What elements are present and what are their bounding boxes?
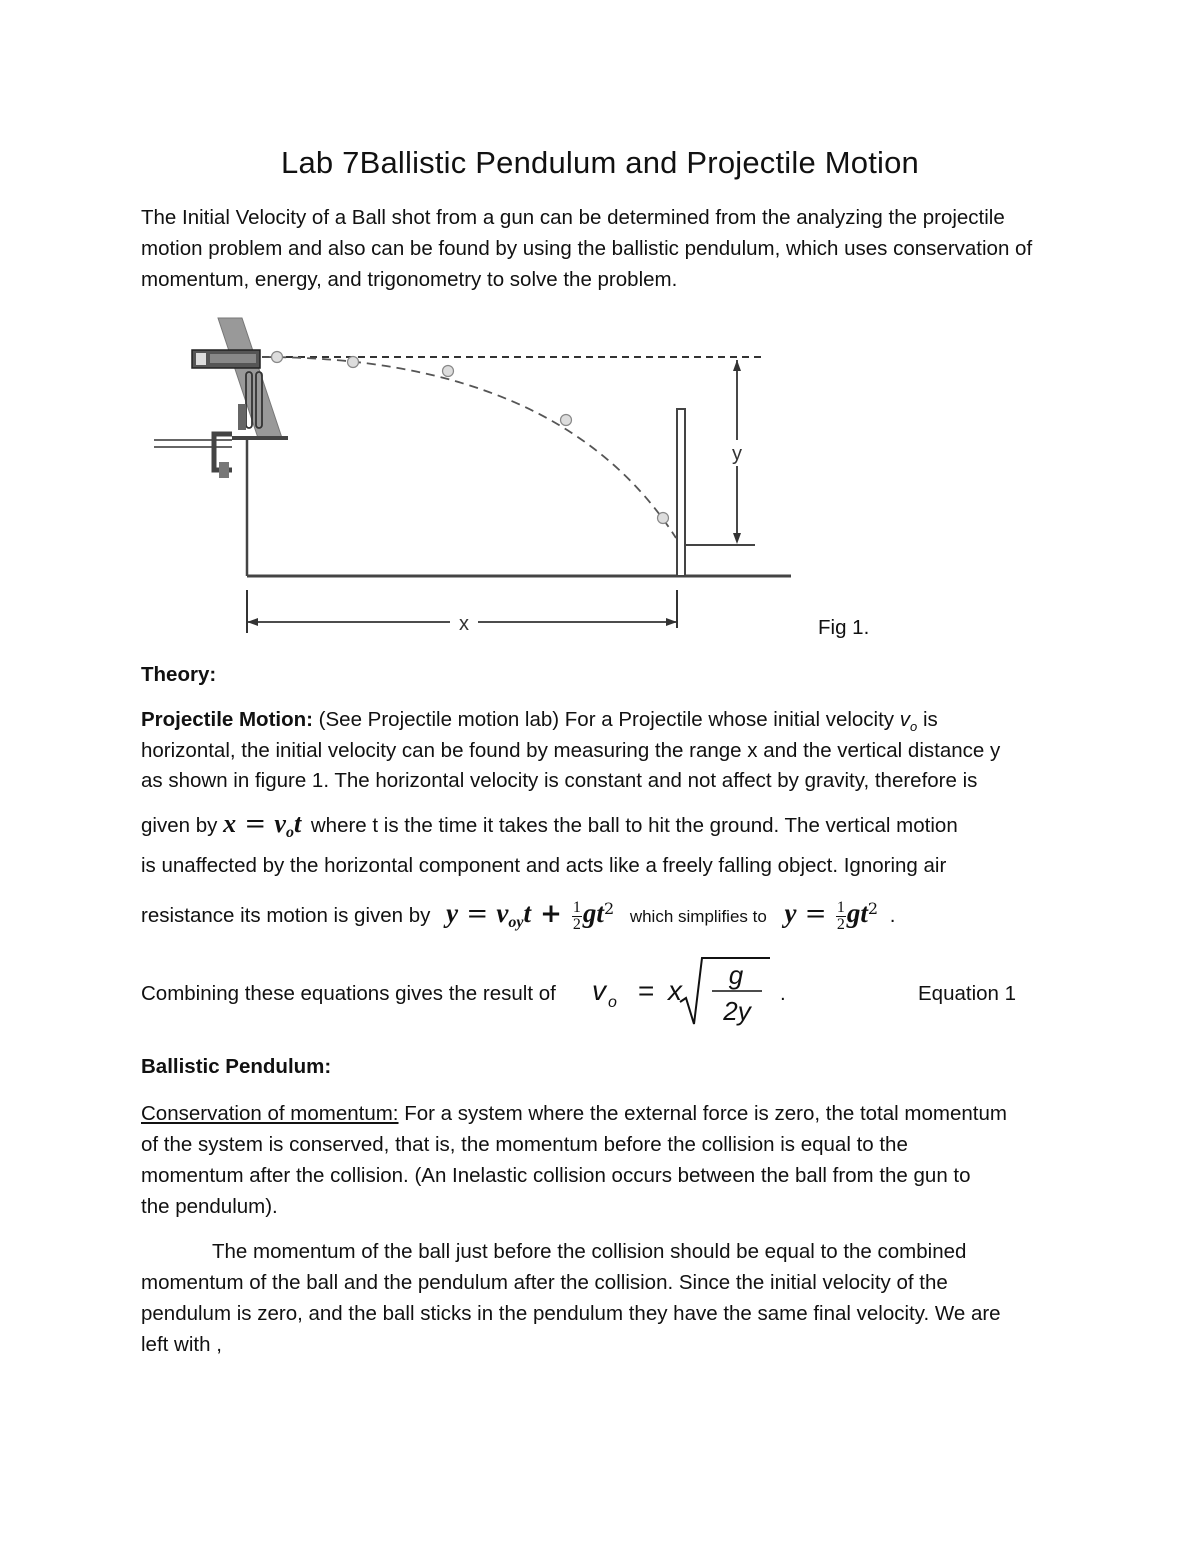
conservation-line-1 xyxy=(141,1098,1007,1129)
intro-paragraph: The Initial Velocity of a Ball shot from a gun can be determined from the analyzing the projectile motion problem and also can be found by using the ballistic pendulum, which uses conservation of momentum, energy, and trigonometry to solve the problem. xyxy=(141,206,1033,291)
projectile-line-2: horizontal, the initial velocity can be found by measuring the range x and the vertical distance y xyxy=(141,739,1001,762)
ball xyxy=(561,415,572,426)
projectile-line-4: given by $x = v_ot$ where t is the time it takes the ball to hit the ground. The vertical motion xyxy=(141,809,958,842)
svg-text:o: o xyxy=(608,994,617,1011)
x-label: x xyxy=(459,613,469,635)
svg-text:2y: 2y xyxy=(723,996,751,1026)
projectile-line-3: as shown in figure 1. The horizontal velocity is constant and not affect by gravity, therefore is xyxy=(141,769,978,792)
ball xyxy=(443,366,454,377)
ball xyxy=(348,357,359,368)
momentum-line-2: momentum of the ball and the pendulum after the collision. Since the initial velocity of the xyxy=(141,1271,948,1294)
equation-1 xyxy=(586,952,796,1035)
projectile-heading: Projectile Motion: xyxy=(141,708,313,731)
launcher-trigger xyxy=(238,404,246,430)
equation-y-full: $y = v_{oy}t$ + $\frac{1}{2}$ $gt^2$ xyxy=(446,897,615,933)
projectile-line-1-text: (See Projectile motion lab) For a Projectile whose initial velocity xyxy=(312,708,900,731)
y-label: y xyxy=(732,443,742,465)
figure-caption: Fig 1. xyxy=(818,616,870,639)
projectile-line-4-post: where t is the time it takes the ball to hit the ground. The vertical motion xyxy=(310,814,958,837)
svg-text:g: g xyxy=(728,960,744,990)
ballistic-heading: Ballistic Pendulum: xyxy=(141,1055,332,1078)
conservation-line-2: of the system is conserved, that is, the momentum before the collision is equal to the xyxy=(141,1133,908,1156)
combining-text: Combining these equations gives the result of xyxy=(141,982,556,1005)
clamp-screw xyxy=(219,462,229,478)
projectile-line-6-pre: resistance its motion is given by xyxy=(141,903,431,927)
momentum-line-1: The momentum of the ball just before the collision should be equal to the combined xyxy=(212,1240,967,1263)
conservation-heading: Conservation of momentum: xyxy=(141,1102,399,1125)
projectile-line-4-pre: given by xyxy=(141,814,218,837)
equation-x-vot: x xyxy=(223,809,237,838)
projectile-line-1-end: is xyxy=(917,708,938,731)
projectile-figure xyxy=(140,305,900,645)
combining-period: . xyxy=(780,982,786,1005)
table-top xyxy=(232,436,288,440)
projectile-line-6 xyxy=(141,893,895,938)
v-subscript: o xyxy=(910,719,918,735)
projectile-line-6-mid: which simplifies to xyxy=(629,906,767,926)
arrow-up-icon xyxy=(733,360,741,371)
target-board xyxy=(677,409,685,576)
trajectory-curve xyxy=(262,357,676,538)
launcher-arm xyxy=(218,318,282,438)
equation-y-simple: y = $\frac{1}{2}$ $gt^2$ xyxy=(784,897,879,933)
svg-text:v: v xyxy=(592,975,606,1006)
svg-text:=: = xyxy=(638,975,655,1006)
arrow-right-icon xyxy=(666,618,677,626)
equation-label: Equation 1 xyxy=(918,982,1017,1005)
conservation-line-4: the pendulum). xyxy=(141,1195,278,1218)
launcher-label-strip xyxy=(210,354,256,363)
ball xyxy=(272,352,283,363)
v-symbol: v xyxy=(899,708,911,731)
page-title: Lab 7Ballistic Pendulum and Projectile Motion xyxy=(281,145,919,180)
arrow-down-icon xyxy=(733,533,741,544)
launcher-label xyxy=(196,353,206,365)
conservation-line-3: momentum after the collision. (An Inelastic collision occurs between the ball from the gun to xyxy=(141,1164,971,1187)
theory-heading: Theory: xyxy=(141,663,217,686)
momentum-line-3: pendulum is zero, and the ball sticks in the pendulum they have the same final velocity. We are xyxy=(141,1302,1001,1325)
arrow-left-icon xyxy=(247,618,258,626)
projectile-line-5: is unaffected by the horizontal component and acts like a freely falling object. Ignoring air xyxy=(141,854,947,877)
projectile-line-6-end: . xyxy=(889,903,896,927)
conservation-text-1: For a system where the external force is zero, the total momentum xyxy=(398,1102,1007,1125)
ball xyxy=(658,513,669,524)
momentum-line-4: left with , xyxy=(141,1333,222,1356)
equation-1-svg xyxy=(586,952,796,1030)
svg-text:x: x xyxy=(668,975,682,1006)
